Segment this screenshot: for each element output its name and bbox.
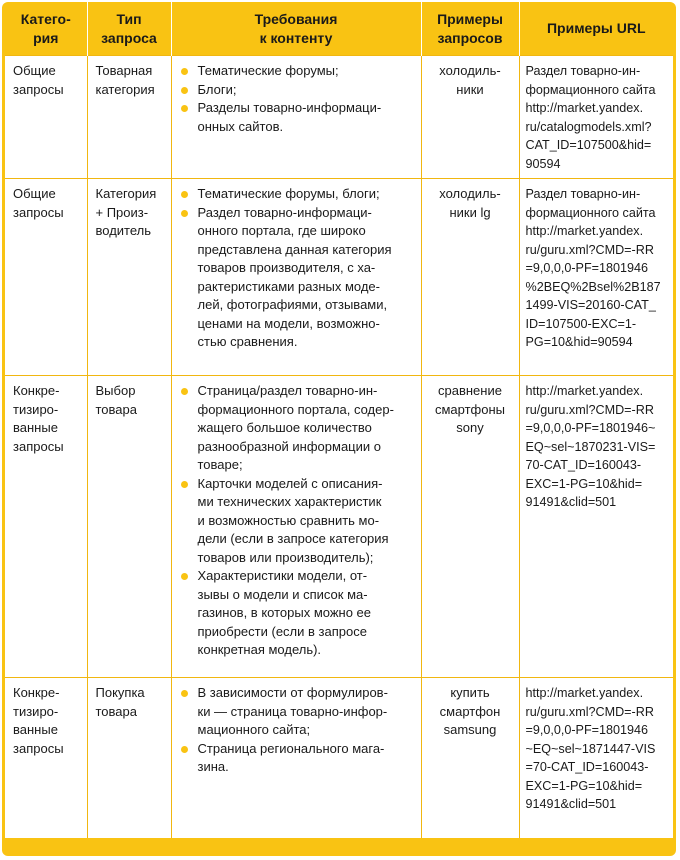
table-row	[5, 678, 673, 839]
cell-requirements	[171, 179, 421, 376]
bullet-dot-icon	[181, 481, 188, 488]
bullet-dot-icon	[181, 191, 188, 198]
cell-requirements	[171, 56, 421, 179]
cell-query-type: Покупка товара	[87, 678, 171, 839]
header-query-examples: Примеры запросов	[421, 2, 519, 56]
header-content-requirements: Требования к контенту	[171, 2, 421, 56]
bullet-dot-icon	[181, 210, 188, 217]
cell-query-example: сравнение смартфоны sony	[421, 376, 519, 678]
list-item	[180, 81, 415, 100]
requirement-text: Разделы товарно-информаци- онных сайтов.	[197, 100, 382, 134]
requirements-list	[180, 185, 415, 352]
bullet-dot-icon	[181, 68, 188, 75]
cell-category: Конкре- тизиро- ванные запросы	[5, 376, 87, 678]
requirement-text: В зависимости от формулиров- ки — страница товарно-инфор- мационного сайта;	[197, 685, 388, 737]
bullet-dot-icon	[181, 746, 188, 753]
cell-url-example: Раздел товарно-ин- формационного сайта http://market.yandex. ru/catalogmodels.xml? CAT_ID=107500&hid= 90594	[519, 56, 673, 179]
list-item	[180, 567, 415, 660]
header-query-type: Тип запроса	[87, 2, 171, 56]
requirements-list	[180, 62, 415, 136]
cell-requirements	[171, 376, 421, 678]
content-requirements-table-frame	[2, 2, 676, 856]
list-item	[180, 740, 415, 777]
cell-url-example: Раздел товарно-ин- формационного сайта http://market.yandex. ru/guru.xml?CMD=-RR =9,0,0,0-PF=1801946 %2BEQ%2Bsel%2B187 1499-VIS=20160-CAT_ ID=107500-EXC=1- PG=10&hid=90594	[519, 179, 673, 376]
list-item	[180, 204, 415, 352]
bullet-dot-icon	[181, 105, 188, 112]
cell-url-example: http://market.yandex. ru/guru.xml?CMD=-RR =9,0,0,0-PF=1801946 ~EQ~sel~1871447-VIS =70-CAT_ID=160043- EXC=1-PG=10&hid= 91491&clid=501	[519, 678, 673, 839]
cell-query-example: купить смартфон samsung	[421, 678, 519, 839]
requirement-text: Страница регионального мага- зина.	[197, 740, 385, 774]
table-row	[5, 179, 673, 376]
bullet-dot-icon	[181, 690, 188, 697]
table-row	[5, 56, 673, 179]
cell-query-example: холодиль- ники	[421, 56, 519, 179]
bullet-dot-icon	[181, 388, 188, 395]
list-item	[180, 99, 415, 136]
bullet-dot-icon	[181, 573, 188, 580]
requirement-text: Характеристики модели, от- зывы о модели и список ма- газинов, в которых можно ее приобрести (если в запросе конкретная модель).	[197, 568, 372, 657]
requirement-text: Блоги;	[197, 81, 237, 97]
cell-query-example: холодиль- ники lg	[421, 179, 519, 376]
list-item	[180, 475, 415, 568]
header-category: Катего- рия	[20, 10, 71, 46]
cell-url-example: http://market.yandex. ru/guru.xml?CMD=-RR =9,0,0,0-PF=1801946~ EQ~sel~1870231-VIS= 70-CAT_ID=160043- EXC=1-PG=10&hid= 91491&clid=501	[519, 376, 673, 678]
cell-category: Конкре- тизиро- ванные запросы	[5, 678, 87, 839]
table-row	[5, 376, 673, 678]
requirement-text: Страница/раздел товарно-ин- формационного портала, содер- жащего большое количество разнообразной информации о товаре;	[197, 383, 394, 472]
requirement-text: Тематические форумы, блоги;	[197, 186, 380, 201]
cell-requirements	[171, 678, 421, 839]
requirement-text: Карточки моделей с описания- ми технических характеристик и возможностью сравнить мо- дели (если в запросе категория товаров или производитель);	[197, 475, 389, 565]
bullet-dot-icon	[181, 87, 188, 94]
cell-category: Общие запросы	[5, 56, 87, 179]
content-requirements-table	[5, 2, 673, 838]
cell-query-type: Товарная категория	[87, 56, 171, 179]
list-item	[180, 684, 415, 740]
requirements-list	[180, 684, 415, 777]
list-item	[180, 382, 415, 475]
requirement-text: Раздел товарно-информаци- онного портала, где широко представлена данная категория товаров производителя, с ха- рактеристиками разных моде- лей, фотографиями, отзывами, ценами на модели, возможно- стью сравнения.	[197, 204, 392, 349]
requirement-text: Тематические форумы;	[197, 63, 339, 78]
header-url-examples: Примеры URL	[519, 2, 673, 56]
list-item	[180, 62, 415, 81]
cell-query-type: Выбор товара	[87, 376, 171, 678]
requirements-list	[180, 382, 415, 660]
table-header-row	[5, 2, 673, 56]
cell-category: Общие запросы	[5, 179, 87, 376]
cell-query-type: Категория + Произ- водитель	[87, 179, 171, 376]
list-item	[180, 185, 415, 204]
